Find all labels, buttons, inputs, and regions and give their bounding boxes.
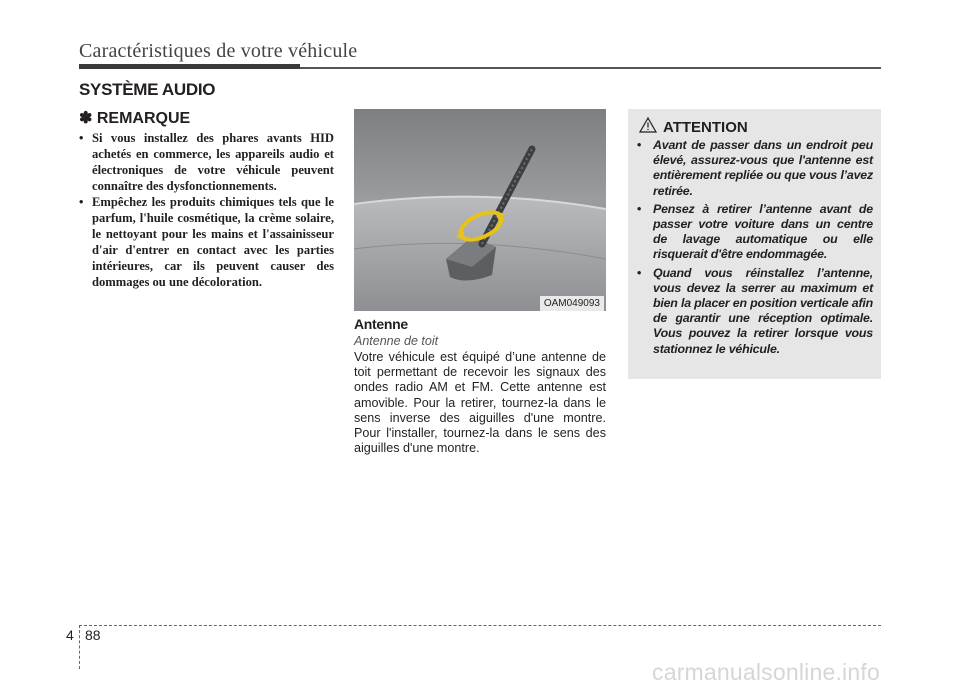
section-title: SYSTÈME AUDIO: [79, 80, 216, 99]
warning-list: [637, 138, 873, 360]
figure-code: OAM049093: [540, 296, 604, 311]
header-rule-accent: [79, 64, 300, 69]
warning-heading: ATTENTION: [663, 119, 748, 136]
remark-item-text: Empêchez les produits chimiques tels que le parfum, l'huile cosmétique, la crème solaire, le nettoyant pour les mains et l'assainisseur d'air d'entrer en contact avec les parties intérieures, car ils peuvent causer des dommages ou une décoloration.: [92, 195, 334, 289]
antenna-subheading: Antenne de toit: [354, 334, 439, 348]
roof-antenna-illustration: [354, 109, 606, 311]
antenna-paragraph: Votre véhicule est équipé d’une antenne de toit permettant de recevoir les signaux des ondes radio AM et FM. Cette antenne est amovible. Pour la retirer, tournez-la dans le sens inverse des aiguilles d'une montre. Pour l'installer, tournez-la dans le sens des aiguilles d'une montre.: [354, 350, 606, 456]
bullet-icon: •: [79, 131, 84, 145]
remark-item: [79, 194, 334, 290]
page-number: 88: [85, 627, 101, 643]
warning-item: [637, 266, 873, 357]
remark-item-text: Si vous installez des phares avants HID achetés en commerce, les appareils audio et électroniques de votre véhicule peuvent connaître des dysfonctionnements.: [92, 131, 334, 193]
footer-rule: [79, 625, 881, 626]
warning-item-text: Pensez à retirer l’antenne avant de passer votre voiture dans un centre de lavage automatique ou elle risquerait d'être endommagée.: [653, 201, 873, 262]
watermark: carmanualsonline.info: [652, 659, 880, 685]
warning-item: [637, 202, 873, 263]
bullet-icon: •: [79, 195, 84, 209]
roof-antenna-photo: [354, 109, 606, 311]
remark-heading: ✽ REMARQUE: [79, 110, 191, 127]
bullet-icon: •: [637, 265, 642, 280]
chapter-title: Caractéristiques de votre véhicule: [79, 40, 358, 62]
remark-list: [79, 130, 334, 290]
bullet-icon: •: [637, 201, 642, 216]
warning-triangle-icon: [639, 117, 657, 138]
chapter-number: 4: [66, 627, 74, 643]
warning-item: [637, 138, 873, 199]
antenna-heading: Antenne: [354, 316, 408, 332]
warning-item-text: Quand vous réinstallez l’antenne, vous devez la serrer au maximum et bien la placer en position verticale afin de garantir une réception optimale. Vous pouvez la retirer lorsque vous stationnez le véhicule.: [653, 265, 873, 356]
bullet-icon: •: [637, 138, 642, 152]
footer-divider: [79, 625, 80, 669]
remark-item: [79, 130, 334, 194]
warning-item-text: Avant de passer dans un endroit peu élevé, assurez-vous que l'antenne est entièrement repliée ou que vous l’avez retirée.: [653, 138, 873, 198]
